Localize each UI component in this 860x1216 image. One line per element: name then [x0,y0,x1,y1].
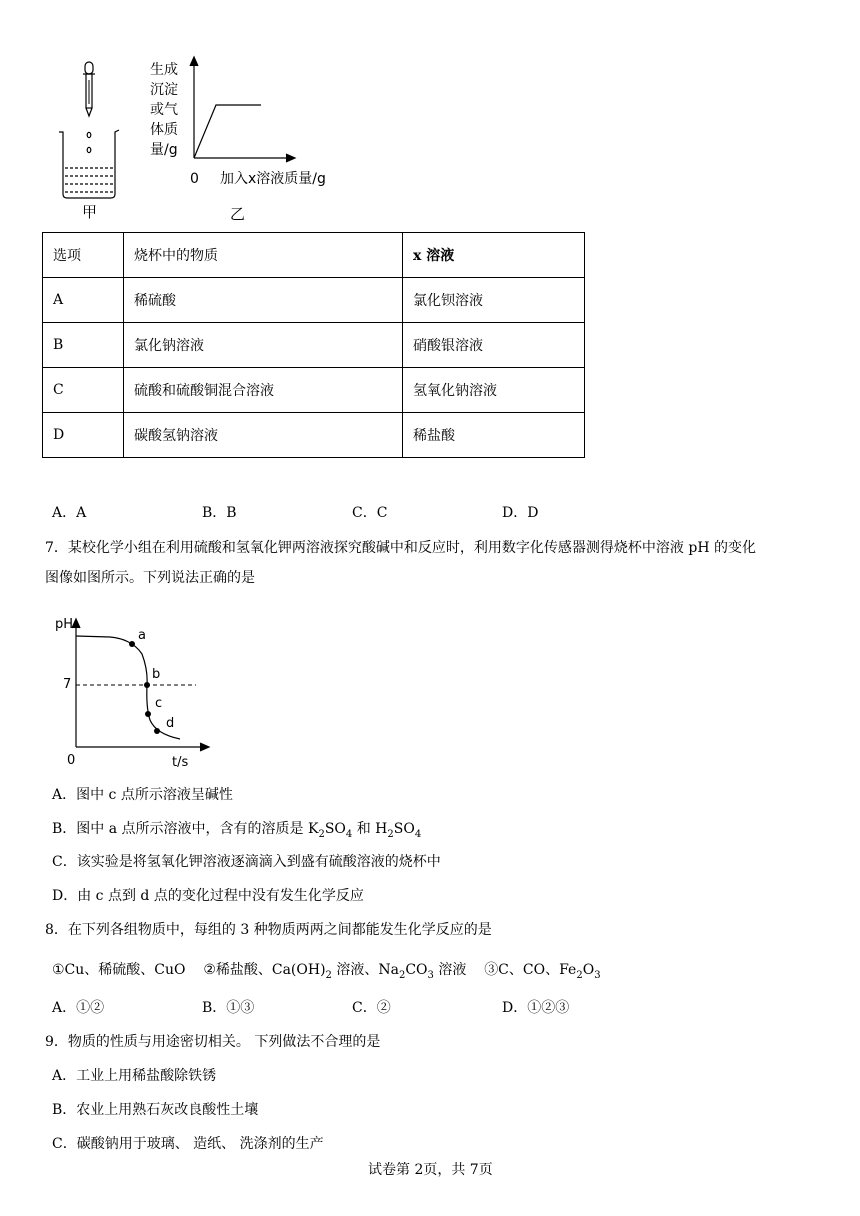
text: 溶液、Na [331,962,399,978]
ph-x-axis-arrow [200,743,209,751]
table-row [43,413,585,458]
q8-groups [52,960,601,980]
q8-choice-b: B．①③ [202,1000,255,1016]
text: ③C、CO、Fe [484,962,577,978]
q8-choice-d: D．①②③ [502,1000,570,1016]
y-axis-arrow [190,57,198,66]
q6-choice-c: C．C [352,505,388,521]
q8-choice-a: A．①② [52,1000,105,1016]
ph-xlabel: t/s [172,755,189,770]
subscript: 2 [325,969,332,981]
options-table [42,232,585,458]
mass-graph [186,52,306,167]
q6-choice-d: D．D [502,505,539,521]
q7-option-c: C．该实验是将氢氧化钾溶液逐滴滴入到盛有硫酸溶液的烧杯中 [52,854,441,870]
table-header-cell: 选项 [43,233,124,278]
table-row [43,368,585,413]
point-d-label: d [166,716,175,731]
text: ②稀盐酸、Ca(OH) [203,962,326,978]
text: CO [405,962,428,978]
q6-choice-b: B．B [202,505,237,521]
ph-origin: 0 [67,753,76,768]
table-cell: 氯化钡溶液 [403,278,585,323]
ylabel-line: 或气 [150,102,178,118]
table-header-cell: x 溶液 [403,233,585,278]
point-a-label: a [138,628,146,643]
subscript: 3 [427,969,434,981]
ph-seven-label: 7 [63,677,72,692]
q9-option-b: B．农业上用熟石灰改良酸性土壤 [52,1102,259,1118]
q7-stem-line2: 图像如图所示。下列说法正确的是 [45,570,255,586]
table-cell: 硫酸和硫酸铜混合溶液 [124,368,403,413]
table-cell: 碳酸氢钠溶液 [124,413,403,458]
q7-stem-line1: 7．某校化学小组在利用硫酸和氢氧化钾两溶液探究酸碱中和反应时，利用数字化传感器测得烧杯中溶液 pH 的变化 [45,540,756,556]
point-c-label: c [155,696,163,711]
graph-origin: 0 [190,171,199,187]
table-row [43,278,585,323]
q9-option-a: A．工业上用稀盐酸除铁锈 [52,1068,217,1084]
point-d-dot [154,728,160,734]
text: 溶液 [433,962,467,978]
subscript: 2 [576,969,583,981]
table-cell: 氯化钠溶液 [124,323,403,368]
graph-xlabel: 加入x溶液质量/g [220,171,326,187]
text: SO [324,821,346,837]
subscript: 2 [398,969,406,981]
q9-option-c: C．碳酸钠用于玻璃、 造纸、 洗涤剂的生产 [52,1136,324,1152]
q7-option-a: A．图中 c 点所示溶液呈碱性 [52,787,233,803]
table-header-cell: 烧杯中的物质 [124,233,403,278]
ph-y-axis-arrow [72,619,80,628]
figure-yi-ylabel [150,60,178,160]
ylabel-line: 体质 [150,122,178,138]
ylabel-line: 生成 [150,62,178,78]
subscript: 4 [345,828,353,840]
table-row [43,323,585,368]
text: 和 H [352,821,388,837]
table-cell: B [43,323,124,368]
table-cell: 稀盐酸 [403,413,585,458]
table-cell: C [43,368,124,413]
subscript: 2 [318,828,325,840]
x-axis-arrow [286,154,295,162]
point-c-dot [145,711,151,717]
point-b-dot [144,682,150,688]
text: O [582,962,595,978]
text: B．图中 a 点所示溶液中，含有的溶质是 K [52,821,319,837]
figure-yi-caption: 乙 [230,205,246,223]
subscript: 2 [387,828,394,840]
page-footer: 试卷第 2页，共 7页 [368,1162,493,1178]
table-header-row [43,233,585,278]
table-cell: 硝酸银溶液 [403,323,585,368]
text: SO [393,821,415,837]
table-cell: 稀硫酸 [124,278,403,323]
ph-curve [76,636,180,739]
q7-option-d: D．由 c 点到 d 点的变化过程中没有发生化学反应 [52,888,364,904]
q9-stem: 9．物质的性质与用途密切相关。 下列做法不合理的是 [45,1034,381,1050]
mass-curve [194,105,261,158]
point-a-dot [129,641,135,647]
table-cell: D [43,413,124,458]
ylabel-line: 沉淀 [150,82,178,98]
q8-choice-c: C．② [352,1000,391,1016]
subscript: 4 [414,828,422,840]
ylabel-line: 量/g [150,142,178,158]
q8-stem: 8．在下列各组物质中，每组的 3 种物质两两之间都能发生化学反应的是 [45,922,492,938]
q6-choice-a: A．A [52,505,87,521]
q7-option-b [52,819,421,839]
figure-jia-caption: 甲 [82,203,98,221]
subscript: 3 [594,969,601,981]
point-b-label: b [152,667,161,682]
table-cell: 氢氧化钠溶液 [403,368,585,413]
beaker-dropper-figure [55,58,135,203]
q8-group-1: ①Cu、稀硫酸、CuO [52,962,186,978]
table-cell: A [43,278,124,323]
ph-ylabel: pH [55,617,74,632]
